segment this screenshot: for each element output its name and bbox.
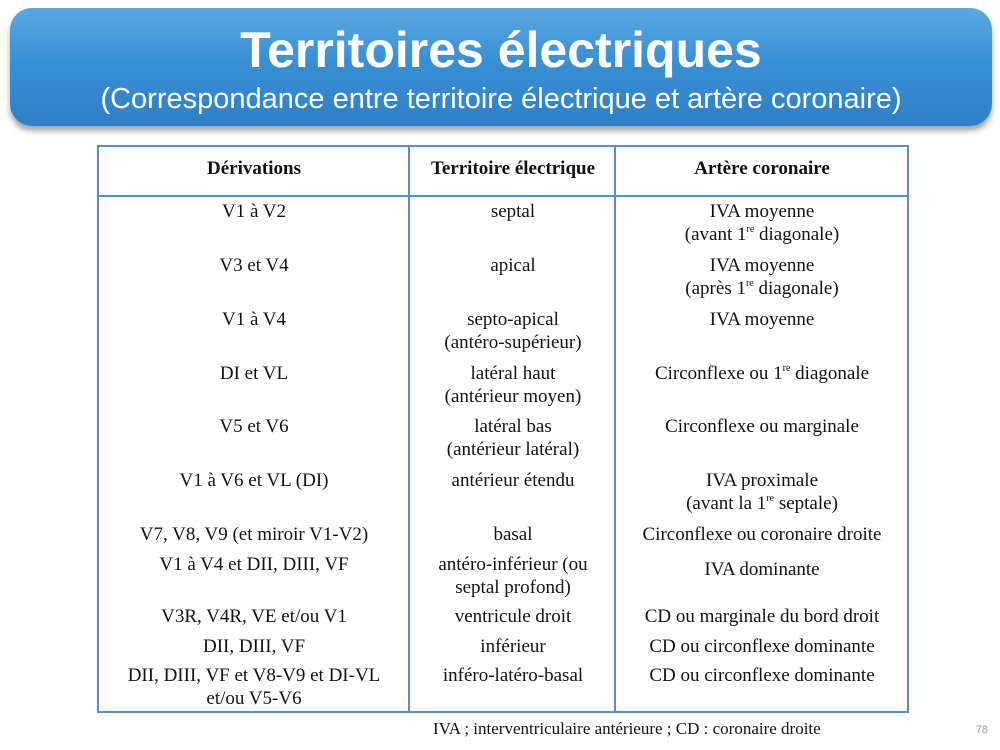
- cell-line: IVA dominante: [704, 559, 820, 580]
- cell-line: (antérieur latéral): [446, 439, 580, 460]
- slide-title: Territoires électriques: [240, 22, 762, 78]
- cell-derivation: [99, 664, 409, 710]
- cell-line: antérieur étendu: [451, 470, 575, 491]
- cell-derivation: [99, 415, 409, 438]
- cell-territoire: [411, 254, 615, 277]
- cell-line: V7, V8, V9 (et miroir V1-V2): [139, 524, 369, 545]
- cell-derivation: [99, 605, 409, 628]
- cell-territoire: [411, 605, 615, 628]
- cell-line: DII, DIII, VF: [202, 636, 306, 657]
- cell-line: septal profond): [455, 577, 571, 598]
- header-derivations: Dérivations: [207, 158, 301, 179]
- cell-artere: [617, 200, 907, 246]
- cell-line: inféro-latéro-basal: [442, 665, 584, 686]
- superscript: re: [745, 278, 754, 289]
- cell-artere: [617, 664, 907, 687]
- cell-line: DII, DIII, VF et V8-V9 et DI-VL: [127, 665, 381, 686]
- superscript: re: [746, 224, 755, 235]
- cell-line: V1 à V4: [221, 309, 287, 330]
- cell-artere: [617, 558, 907, 581]
- cell-artere: [617, 469, 907, 515]
- cell-line: V3R, V4R, VE et/ou V1: [161, 606, 347, 627]
- superscript: re: [782, 363, 791, 374]
- header-artere: Artère coronaire: [694, 158, 830, 179]
- footnote: IVA ; interventriculaire antérieure ; CD : coronaire droite: [433, 719, 821, 738]
- cell-line: Circonflexe ou coronaire droite: [642, 524, 882, 545]
- cell-artere: [617, 635, 907, 658]
- cell-line: septal: [490, 201, 536, 222]
- slide-subtitle: (Correspondance entre territoire électrique et artère coronaire): [100, 83, 902, 115]
- cell-line: latéral bas: [474, 416, 552, 437]
- cell-line: (antéro-supérieur): [444, 332, 582, 353]
- cell-line: (après 1re diagonale): [685, 278, 839, 299]
- cell-artere: [617, 308, 907, 331]
- cell-territoire: [411, 635, 615, 658]
- cell-artere: [617, 362, 907, 385]
- cell-line: antéro-inférieur (ou: [438, 554, 588, 575]
- page-number: 78: [975, 724, 988, 736]
- cell-line: (avant la 1re septale): [686, 493, 838, 514]
- cell-line: IVA moyenne: [709, 309, 815, 330]
- cell-derivation: [99, 308, 409, 331]
- cell-line: et/ou V5-V6: [206, 688, 302, 709]
- correspondence-table: [97, 145, 909, 713]
- cell-line: ventricule droit: [454, 606, 572, 627]
- cell-derivation: [99, 523, 409, 546]
- header-divider: [99, 195, 907, 197]
- cell-line: CD ou circonflexe dominante: [649, 636, 875, 657]
- cell-artere: [617, 523, 907, 546]
- cell-line: V5 et V6: [219, 416, 289, 437]
- cell-line: V1 à V4 et DII, DIII, VF: [159, 554, 349, 575]
- cell-line: V3 et V4: [219, 255, 289, 276]
- cell-line: IVA moyenne: [709, 201, 815, 222]
- cell-territoire: [411, 362, 615, 408]
- cell-line: CD ou circonflexe dominante: [649, 665, 875, 686]
- title-banner: [10, 8, 992, 126]
- cell-territoire: [411, 415, 615, 461]
- cell-artere: [617, 605, 907, 628]
- cell-line: V1 à V2: [221, 201, 287, 222]
- cell-artere: [617, 415, 907, 438]
- cell-derivation: [99, 362, 409, 385]
- cell-derivation: [99, 469, 409, 492]
- cell-line: septo-apical: [467, 309, 559, 330]
- cell-line: Circonflexe ou marginale: [665, 416, 859, 437]
- cell-line: IVA proximale: [705, 470, 819, 491]
- header-territoire: Territoire électrique: [430, 158, 596, 179]
- cell-line: V1 à V6 et VL (DI): [179, 470, 329, 491]
- cell-line: (antérieur moyen): [444, 386, 582, 407]
- cell-derivation: [99, 200, 409, 223]
- cell-line: inférieur: [480, 636, 546, 657]
- cell-territoire: [411, 553, 615, 599]
- cell-territoire: [411, 308, 615, 354]
- cell-line: Circonflexe ou 1re diagonale: [654, 363, 870, 384]
- cell-line: (avant 1re diagonale): [684, 224, 840, 245]
- cell-line: DI et VL: [219, 363, 289, 384]
- superscript: re: [766, 493, 775, 504]
- cell-derivation: [99, 254, 409, 277]
- cell-line: CD ou marginale du bord droit: [644, 606, 880, 627]
- cell-territoire: [411, 469, 615, 492]
- cell-territoire: [411, 523, 615, 546]
- cell-line: basal: [493, 524, 533, 545]
- cell-line: apical: [490, 255, 536, 276]
- cell-territoire: [411, 200, 615, 223]
- cell-derivation: [99, 553, 409, 576]
- cell-line: latéral haut: [470, 363, 556, 384]
- cell-artere: [617, 254, 907, 300]
- cell-derivation: [99, 635, 409, 658]
- cell-line: IVA moyenne: [709, 255, 815, 276]
- cell-territoire: [411, 664, 615, 687]
